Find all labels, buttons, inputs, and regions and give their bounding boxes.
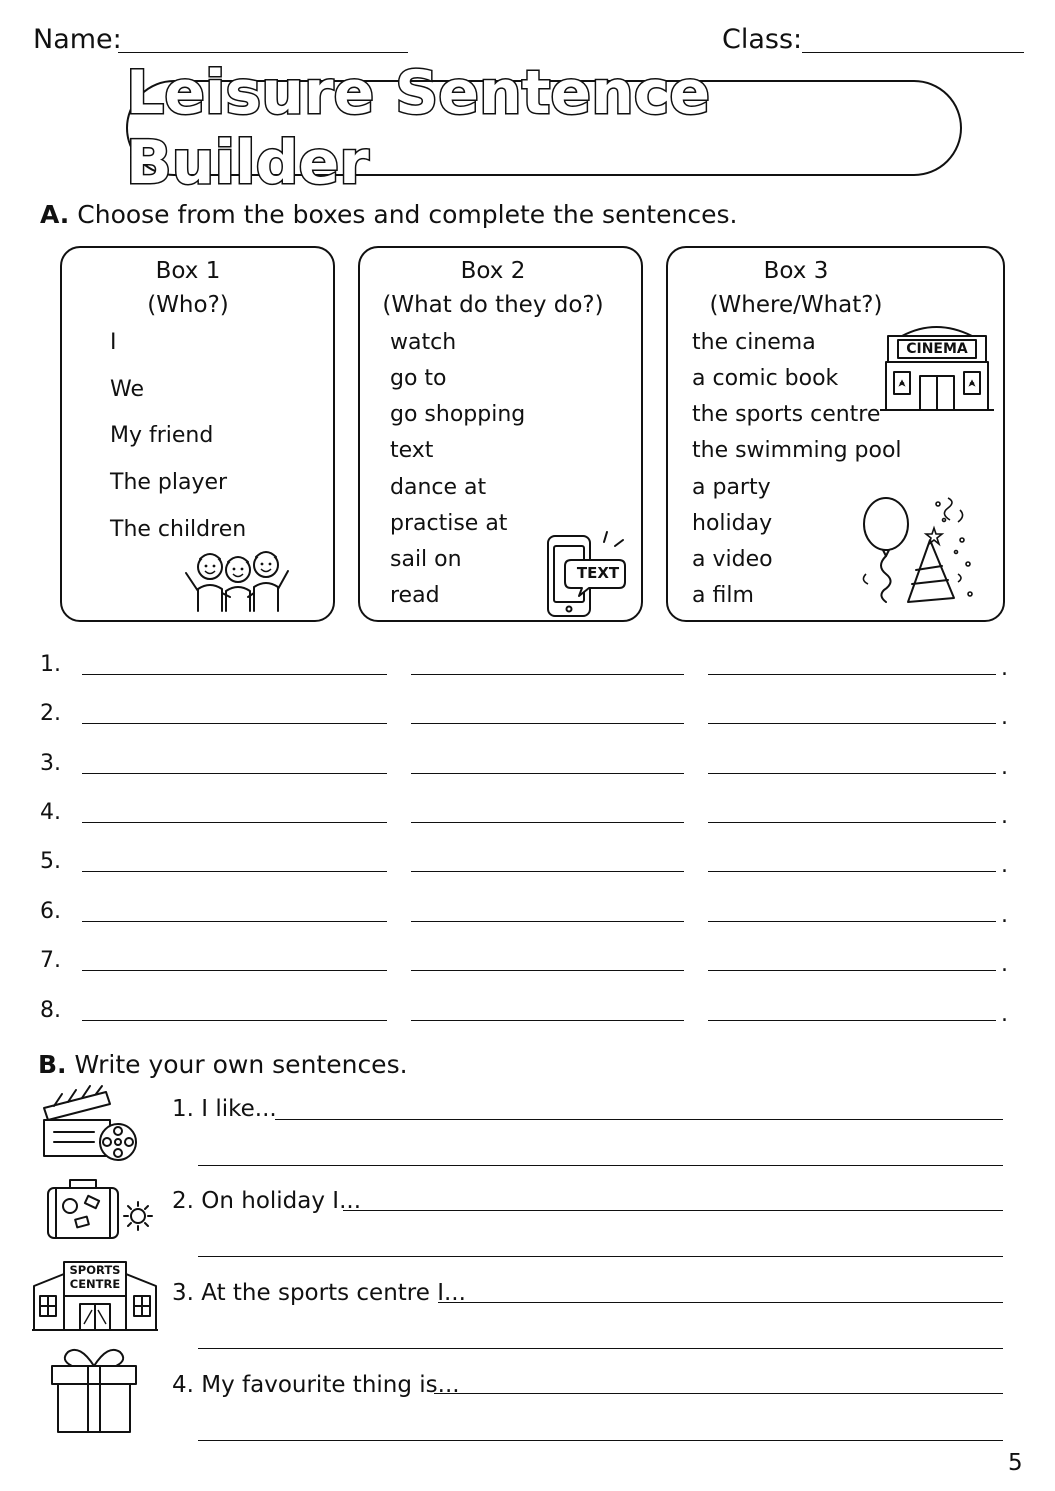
row-number: 1.	[40, 652, 61, 677]
row-8-action-blank[interactable]	[411, 1020, 684, 1021]
box-1-item: The player	[110, 470, 228, 495]
box-2-title-text: Box 2	[460, 258, 526, 284]
box-1-title	[60, 254, 316, 322]
children-icon	[180, 545, 290, 613]
prompt-1: 1. I like...	[172, 1096, 277, 1122]
page-title: Leisure Sentence Builder	[126, 58, 711, 198]
box-2-item: go to	[390, 366, 447, 391]
row-8-period: .	[1001, 1002, 1008, 1027]
box-2-item: read	[390, 583, 440, 608]
row-6-place-blank[interactable]	[708, 921, 996, 922]
box-3-item: a video	[692, 547, 773, 572]
row-number: 8.	[40, 998, 61, 1023]
name-label: Name:	[33, 24, 122, 55]
box-2-subtitle: (What do they do?)	[382, 292, 604, 318]
row-7-action-blank[interactable]	[411, 970, 684, 971]
section-a-instruction: Choose from the boxes and complete the sentences.	[77, 200, 738, 229]
box-3-subtitle: (Where/What?)	[709, 292, 883, 318]
box-3-title-text: Box 3	[763, 258, 829, 284]
row-4-period: .	[1001, 804, 1008, 829]
row-number: 2.	[40, 701, 61, 726]
row-number: 5.	[40, 849, 61, 874]
row-5-place-blank[interactable]	[708, 871, 996, 872]
phone-text-label: TEXT	[576, 564, 620, 582]
row-1-action-blank[interactable]	[411, 674, 684, 675]
row-number: 3.	[40, 751, 61, 776]
prompt-2-answer-line-2[interactable]	[198, 1256, 1003, 1257]
sports-centre-sign-line1: SPORTS	[69, 1263, 121, 1277]
box-3-item: holiday	[692, 511, 773, 536]
row-7-place-blank[interactable]	[708, 970, 996, 971]
row-3-action-blank[interactable]	[411, 773, 684, 774]
row-8-who-blank[interactable]	[82, 1020, 387, 1021]
box-2-item: sail on	[390, 547, 462, 572]
section-a-letter: A.	[40, 200, 70, 229]
row-6-who-blank[interactable]	[82, 921, 387, 922]
box-1-item: My friend	[110, 423, 214, 448]
cinema-icon	[880, 320, 995, 415]
film-clapper-icon	[40, 1088, 138, 1164]
suitcase-icon	[46, 1176, 158, 1242]
box-3-title	[666, 254, 926, 322]
row-7-period: .	[1001, 952, 1008, 977]
cinema-sign: CINEMA	[906, 341, 968, 357]
row-number: 4.	[40, 800, 61, 825]
row-4-who-blank[interactable]	[82, 822, 387, 823]
gift-icon	[50, 1344, 138, 1434]
row-number: 7.	[40, 948, 61, 973]
box-3-item: the cinema	[692, 330, 816, 355]
box-1-item: We	[110, 377, 144, 402]
row-2-action-blank[interactable]	[411, 723, 684, 724]
prompt-1-answer-line[interactable]	[275, 1119, 1003, 1120]
box-3-item: the swimming pool	[692, 438, 902, 463]
prompt-3-answer-line[interactable]	[438, 1302, 1003, 1303]
row-7-who-blank[interactable]	[82, 970, 387, 971]
name-field[interactable]	[118, 52, 408, 53]
class-label: Class:	[722, 24, 803, 55]
row-4-action-blank[interactable]	[411, 822, 684, 823]
prompt-2: 2. On holiday I...	[172, 1188, 362, 1214]
class-field[interactable]	[802, 52, 1024, 53]
section-a-heading	[40, 200, 737, 229]
section-b-letter: B.	[38, 1050, 67, 1079]
row-number: 6.	[40, 899, 61, 924]
box-3-item: a comic book	[692, 366, 839, 391]
sports-centre-sign-line2: CENTRE	[69, 1277, 121, 1291]
row-6-period: .	[1001, 903, 1008, 928]
row-6-action-blank[interactable]	[411, 921, 684, 922]
box-1-item: The children	[110, 517, 247, 542]
box-2-item: text	[390, 438, 434, 463]
row-1-period: .	[1001, 656, 1008, 681]
row-2-who-blank[interactable]	[82, 723, 387, 724]
sports-centre-sign	[64, 1263, 126, 1291]
box-2-title	[358, 254, 628, 322]
box-1-subtitle: (Who?)	[147, 292, 229, 318]
row-4-place-blank[interactable]	[708, 822, 996, 823]
prompt-4-answer-line[interactable]	[434, 1393, 1003, 1394]
row-5-period: .	[1001, 853, 1008, 878]
box-3-item: a party	[692, 475, 771, 500]
box-3-item: the sports centre	[692, 402, 881, 427]
row-3-who-blank[interactable]	[82, 773, 387, 774]
prompt-1-answer-line-2[interactable]	[198, 1165, 1003, 1166]
prompt-4: 4. My favourite thing is...	[172, 1372, 460, 1398]
row-8-place-blank[interactable]	[708, 1020, 996, 1021]
prompt-3: 3. At the sports centre I...	[172, 1280, 466, 1306]
row-1-who-blank[interactable]	[82, 674, 387, 675]
row-2-period: .	[1001, 705, 1008, 730]
section-b-instruction: Write your own sentences.	[74, 1050, 408, 1079]
page-number: 5	[1008, 1450, 1023, 1476]
section-b-heading	[38, 1050, 408, 1079]
row-5-action-blank[interactable]	[411, 871, 684, 872]
party-icon	[858, 490, 978, 608]
box-2-item: dance at	[390, 475, 487, 500]
box-1-item: I	[110, 330, 117, 355]
row-3-place-blank[interactable]	[708, 773, 996, 774]
box-2-item: go shopping	[390, 402, 526, 427]
box-2-item: watch	[390, 330, 457, 355]
box-2-item: practise at	[390, 511, 508, 536]
prompt-3-answer-line-2[interactable]	[198, 1348, 1003, 1349]
row-2-place-blank[interactable]	[708, 723, 996, 724]
row-1-place-blank[interactable]	[708, 674, 996, 675]
box-1-title-text: Box 1	[155, 258, 221, 284]
box-3-item: a film	[692, 583, 754, 608]
prompt-4-answer-line-2[interactable]	[198, 1440, 1003, 1441]
row-5-who-blank[interactable]	[82, 871, 387, 872]
row-3-period: .	[1001, 755, 1008, 780]
prompt-2-answer-line[interactable]	[343, 1210, 1003, 1211]
